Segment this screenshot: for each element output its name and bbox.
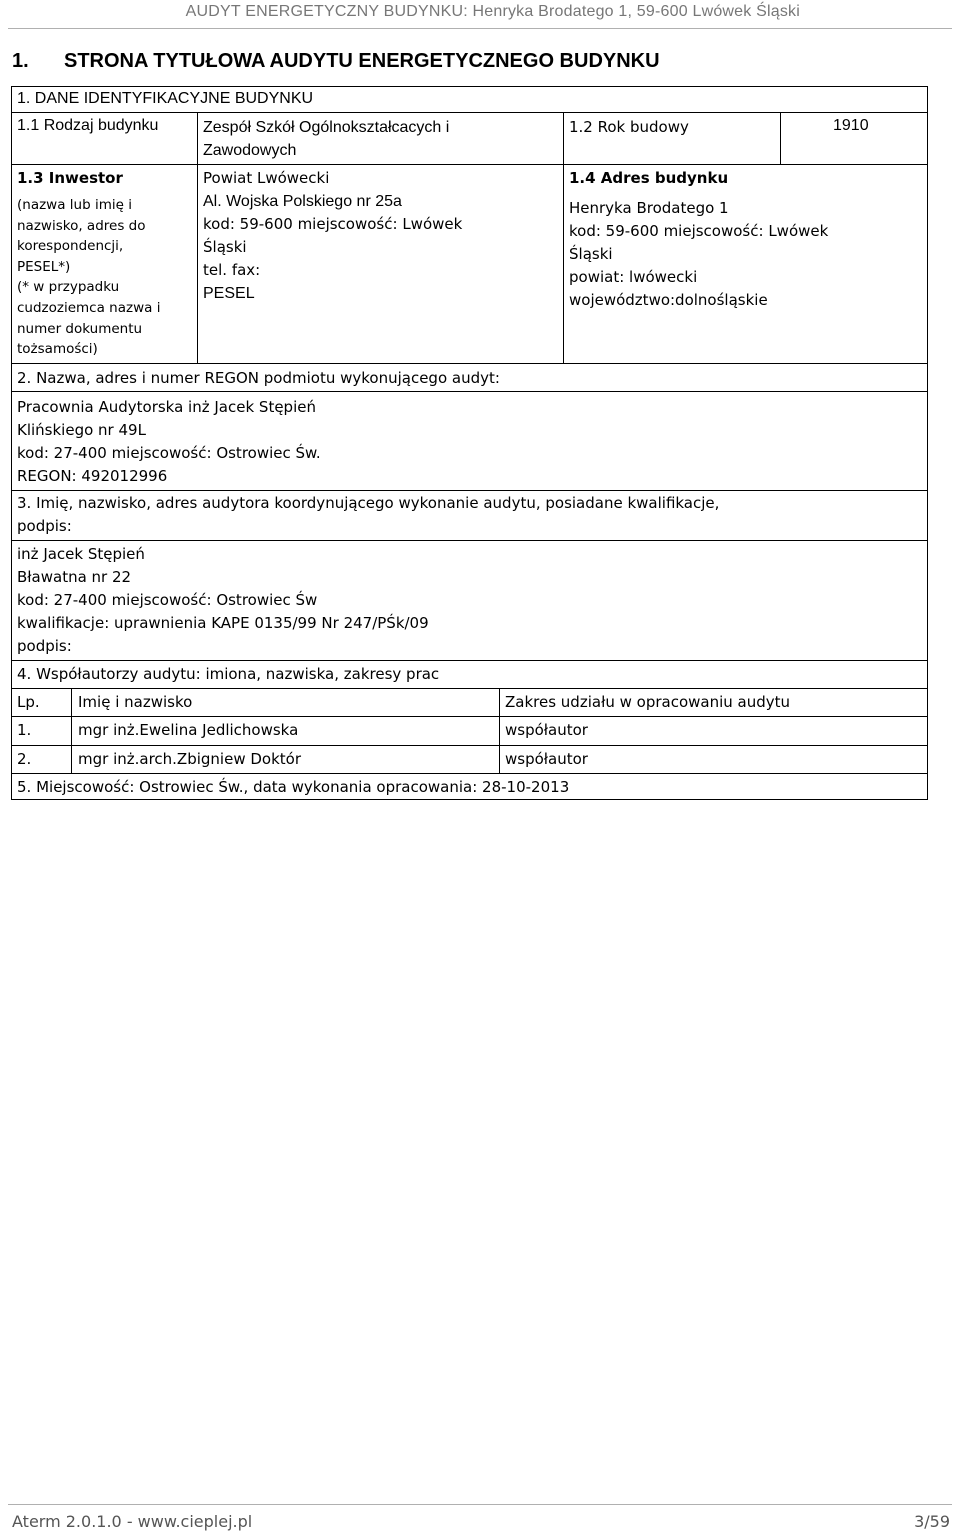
page-title-number: 1.: [12, 50, 29, 72]
page-title: [12, 50, 660, 73]
building-type-label: 1.1 Rodzaj budynku: [17, 117, 159, 134]
building-type-value: Zespół Szkół Ogólnokształcacych i Zawodowych: [203, 119, 450, 159]
section3-header: 3. Imię, nazwisko, adres audytora koordynującego wykonanie audytu, posiadane kwalifikacje, podpis:: [17, 494, 720, 535]
row-divider: [11, 716, 928, 717]
table-row-2-scope: współautor: [505, 750, 588, 768]
row-divider: [11, 773, 928, 774]
section5-place-date: 5. Miejscowość: Ostrowiec Św., data wykonania opracowania: 28-10-2013: [17, 778, 570, 796]
row-divider: [11, 660, 928, 661]
table-row-2-lp: 2.: [17, 750, 32, 768]
column-divider: [197, 112, 198, 363]
page-number: 3/59: [914, 1512, 950, 1531]
table-row-1-lp: 1.: [17, 721, 32, 739]
row-divider: [11, 363, 928, 364]
row-divider: [11, 391, 928, 392]
row-divider: [11, 112, 928, 113]
column-divider: [563, 112, 564, 363]
row-divider: [11, 164, 928, 165]
building-address: Henryka Brodatego 1 kod: 59-600 miejscowość: Lwówek Śląski powiat: lwówecki województwo:dolnośląskie: [569, 199, 829, 309]
auditor-company: Pracownia Audytorska inż Jacek Stępień Klińskiego nr 49L kod: 27-400 miejscowość: Ostrowiec Św. REGON: 492012996: [17, 398, 321, 485]
header-divider: [8, 28, 952, 29]
table-row-1-scope: współautor: [505, 721, 588, 739]
column-header-name: Imię i nazwisko: [78, 693, 193, 711]
column-divider: [499, 688, 500, 773]
row-divider: [11, 540, 928, 541]
table-row-1-name: mgr inż.Ewelina Jedlichowska: [78, 721, 299, 739]
investor-note: (nazwa lub imię i nazwisko, adres do korespondencji, PESEL*) (* w przypadku cudzoziemca nazwa i numer dokumentu tożsamości): [17, 197, 161, 358]
year-value: 1910: [833, 117, 869, 134]
column-divider: [780, 112, 781, 164]
column-header-lp: Lp.: [17, 693, 40, 711]
investor-details: Powiat Lwówecki Al. Wojska Polskiego nr 25a kod: 59-600 miejscowość: Lwówek Śląski tel. fax: PESEL: [203, 169, 463, 302]
row-divider: [11, 688, 928, 689]
footer-divider: [8, 1504, 952, 1505]
year-label: 1.2 Rok budowy: [569, 118, 689, 136]
page-title-text: STRONA TYTUŁOWA AUDYTU ENERGETYCZNEGO BUDYNKU: [64, 50, 660, 72]
section1-header: 1. DANE IDENTYFIKACYJNE BUDYNKU: [17, 90, 314, 107]
row-divider: [11, 745, 928, 746]
building-address-label: 1.4 Adres budynku: [569, 169, 729, 187]
section2-header: 2. Nazwa, adres i numer REGON podmiotu wykonującego audyt:: [17, 369, 500, 387]
column-header-scope: Zakres udziału w opracowaniu audytu: [505, 693, 791, 711]
investor-label: 1.3 Inwestor: [17, 169, 123, 187]
column-divider: [71, 688, 72, 773]
coordinating-auditor: inż Jacek Stępień Bławatna nr 22 kod: 27-400 miejscowość: Ostrowiec Św kwalifikacje: uprawnienia KAPE 0135/99 Nr 247/PŚk/09 podpis:: [17, 545, 429, 655]
table-row-2-name: mgr inż.arch.Zbigniew Doktór: [78, 750, 302, 768]
running-header: AUDYT ENERGETYCZNY BUDYNKU: Henryka Brodatego 1, 59-600 Lwówek Śląski: [185, 3, 800, 20]
row-divider: [11, 490, 928, 491]
footer-software: Aterm 2.0.1.0 - www.cieplej.pl: [12, 1512, 253, 1531]
section4-header: 4. Współautorzy audytu: imiona, nazwiska, zakresy prac: [17, 665, 440, 683]
